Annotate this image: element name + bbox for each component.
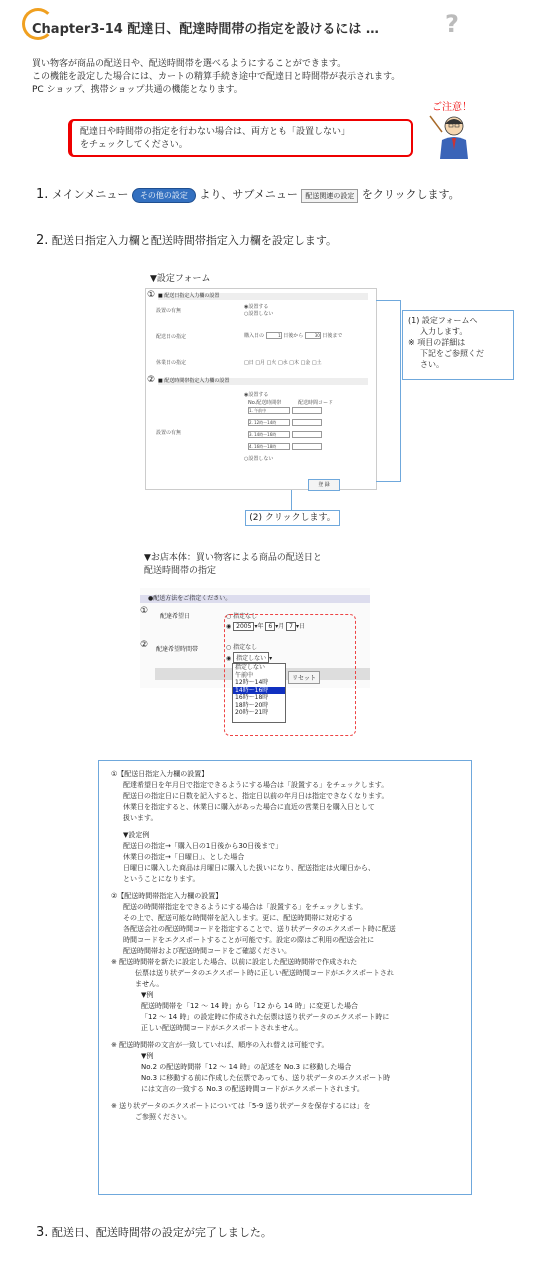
dropdown-option[interactable]: 12時〜14時 xyxy=(235,679,269,686)
row-label: 設置の有無 xyxy=(156,430,182,436)
unit-text: 年 xyxy=(257,623,264,630)
section-heading: ②【配送時間帯指定入力欄の設置】 xyxy=(111,892,223,900)
settings-form-caption: ▼設定フォーム xyxy=(150,274,211,284)
store-caption xyxy=(144,552,322,578)
code-input[interactable] xyxy=(292,407,322,414)
radio-no-date[interactable]: ○ 指定なし xyxy=(226,613,258,620)
slot-row xyxy=(248,431,322,438)
body-line: 配送時間帯を「12 〜 14 時」から「12 から 14 時」に変更した場合 xyxy=(141,1002,358,1010)
body-line: 休業日の指定→「日曜日」、とした場合 xyxy=(123,853,245,861)
intro-line: この機能を設定した場合には、カートの精算手続き途中で配達日と時間帯が表示されます。 xyxy=(32,72,401,82)
caution-line: をチェックしてください。 xyxy=(80,140,188,150)
example-label: ▼設定例 xyxy=(123,831,150,839)
time-label: 配達希望時間帯 xyxy=(156,646,199,653)
form-note xyxy=(402,310,514,380)
body-line: 「12 〜 14 時」の設定時に作成された伝票は送り状データのエクスポート時に xyxy=(141,1013,390,1021)
time-select-row: ◉ 指定しない ▾ xyxy=(226,652,272,663)
caution-line: 配達日や時間帯の指定を行わない場合は、両方とも「設置しない」 xyxy=(80,127,351,137)
note-line: ご参照ください。 xyxy=(135,1113,191,1121)
step-number: 3. xyxy=(36,1225,49,1240)
store-caption-line: 配送時間帯の指定 xyxy=(144,566,217,576)
example-label: ▼例 xyxy=(141,1052,154,1060)
reset-button[interactable]: リセット xyxy=(288,671,320,684)
date-text: 日後から xyxy=(283,333,304,339)
unit-text: 日 xyxy=(299,623,306,630)
radio-set-date[interactable]: ◉設置する xyxy=(244,304,269,310)
step-text: より、サブメニュー xyxy=(199,188,298,201)
body-line: 配送日の指定日に日数を記入すると、指定日以前の年月日は指定できなくなります。 xyxy=(123,792,389,800)
intro-line: 買い物客が商品の配送日や、配送時間帯を選べるようにすることができます。 xyxy=(32,59,347,69)
callout-line xyxy=(291,490,292,510)
body-line: 休業日を指定すると、休業日に購入があった場合に直近の営業日を購入日として xyxy=(123,803,375,811)
date-start-input[interactable]: 1 xyxy=(266,332,282,339)
date-label: 配達希望日 xyxy=(160,613,191,620)
code-input[interactable] xyxy=(292,431,322,438)
radio-no-time[interactable]: ○ 指定なし xyxy=(226,644,258,651)
marker-1: ① xyxy=(140,606,149,616)
register-button[interactable]: 登 録 xyxy=(308,479,340,491)
radio-unset-time[interactable]: ○設置しない xyxy=(244,456,274,462)
step-number: 2. xyxy=(36,233,49,248)
click-callout: (2) クリックします。 xyxy=(245,510,340,526)
intro-text xyxy=(32,58,512,97)
page-title xyxy=(32,18,379,37)
dropdown-option[interactable]: 指定しない xyxy=(235,664,266,671)
code-input[interactable] xyxy=(292,443,322,450)
row-label: 設置の有無 xyxy=(156,308,182,314)
explanation-box xyxy=(98,760,472,1195)
step-text: をクリックします。 xyxy=(361,188,460,201)
date-end-input[interactable]: 30 xyxy=(305,332,321,339)
date-text: 購入日の xyxy=(244,333,265,339)
note-line: ※ 項目の詳細は xyxy=(408,338,466,347)
shipping-settings-submenu[interactable]: 配送関連の設定 xyxy=(301,189,358,203)
month-select[interactable]: 6 xyxy=(265,622,275,631)
body-line: ということになります。 xyxy=(123,875,200,883)
dropdown-option[interactable]: 16時〜18時 xyxy=(235,694,269,701)
note-line: ません。 xyxy=(135,980,164,988)
marker-2: ② xyxy=(147,375,156,385)
step-text: 配送日、配送時間帯の設定が完了しました。 xyxy=(51,1226,272,1239)
marker-2: ② xyxy=(140,640,149,650)
settings-form xyxy=(145,288,377,490)
body-line: その上で、配送可能な時間帯を記入します。更に、配送時間帯に対応する xyxy=(123,914,354,922)
year-select[interactable]: 2005 xyxy=(233,622,254,631)
slot-input[interactable]: 4. 16時〜18時 xyxy=(248,443,290,450)
slot-row xyxy=(248,407,322,414)
intro-line: PC ショップ、携帯ショップ共通の機能となります。 xyxy=(32,85,243,95)
other-settings-button[interactable]: その他の設定 xyxy=(132,188,196,203)
body-line: 日曜日に購入した商品は月曜日に購入した扱いになり、配送指定は火曜日から、 xyxy=(123,864,375,872)
body-line: 配送日の指定→「購入日の1日後から30日後まで」 xyxy=(123,842,283,850)
slot-input[interactable]: 2. 12時〜14時 xyxy=(248,419,290,426)
step-number: 1. xyxy=(36,187,49,202)
slot-row xyxy=(248,443,322,450)
date-selects: ◉ 2005 ▾年 6 ▾月 7 ▾日 xyxy=(226,623,306,630)
chapter-header xyxy=(22,8,522,44)
radio-set-time[interactable]: ◉設置する xyxy=(244,392,269,398)
row-label: 配送日の指定 xyxy=(156,334,187,340)
note-line: ※ 配送時間帯の文言が一致していれば、順序の入れ替えは可能です。 xyxy=(111,1041,329,1049)
body-line: 各配送会社の配送時間コードを指定することで、送り状データのエクスポート時に配送 xyxy=(123,925,396,933)
body-line: 扱います。 xyxy=(123,814,158,822)
body-line: 配送の時間帯指定をできるようにする場合は「設置する」をチェックします。 xyxy=(123,903,368,911)
section-date-header: ■ 配送日指定入力欄の設置 xyxy=(158,293,368,300)
column-header: 配送時間コード xyxy=(298,400,334,406)
date-range-fields xyxy=(244,332,342,339)
chapter-title: 配達日、配達時間帯の指定を設けるには … xyxy=(127,22,379,37)
store-form-header: ●配送方法をご指定ください。 xyxy=(140,595,370,603)
store-caption-line: ▼お店本体：買い物客による商品の配送日と xyxy=(144,553,322,563)
dropdown-option[interactable]: 午前中 xyxy=(235,671,254,679)
dropdown-option[interactable]: 18時〜20時 xyxy=(235,701,269,709)
chapter-number: Chapter3-14 xyxy=(32,22,123,37)
section-time-header: ■ 配送時間帯指定入力欄の設置 xyxy=(158,378,368,385)
column-header: No.配送時間帯 xyxy=(248,400,282,406)
row-label: 休業日の指定 xyxy=(156,360,187,366)
form-bracket xyxy=(376,300,401,482)
note-line: 入力します。 xyxy=(420,327,468,336)
step-1 xyxy=(36,186,460,203)
holiday-checkboxes[interactable]: □日 □月 □火 □水 □木 □金 □土 xyxy=(244,360,322,366)
question-mark-icon: ? xyxy=(445,10,459,38)
radio-unset-date[interactable]: ○設置しない xyxy=(244,311,274,317)
section-heading: ①【配送日指定入力欄の設置】 xyxy=(111,770,209,778)
body-line: 配送時間帯および配送時間コードをご確認ください。 xyxy=(123,947,291,955)
body-line: 時間コードをエクスポートすることが可能です。設定の際はご利用の配送会社に xyxy=(123,936,375,944)
time-select[interactable]: 指定しない xyxy=(233,652,269,663)
dropdown-option[interactable]: 20時〜21時 xyxy=(235,709,269,716)
body-line: 配達希望日を年月日で指定できるようにする場合は「設置する」をチェックします。 xyxy=(123,781,389,789)
caution-box xyxy=(68,119,413,157)
dropdown-option-selected[interactable]: 14時〜16時 xyxy=(233,687,285,695)
date-text: 日後まで xyxy=(322,333,343,339)
unit-text: 月 xyxy=(278,623,285,630)
step-2 xyxy=(36,232,337,248)
caution-label: ご注意！ xyxy=(432,102,472,113)
day-select[interactable]: 7 xyxy=(286,622,296,631)
body-line: No.3 に移動する前に作成した伝票であっても、送り状データのエクスポート時 xyxy=(141,1074,391,1082)
step-text: メインメニュー xyxy=(51,188,129,201)
step-text: 配送日指定入力欄と配送時間帯指定入力欄を設定します。 xyxy=(51,234,338,247)
body-line: 正しい配送時間コードがエクスポートされません。 xyxy=(141,1024,303,1032)
presenter-illustration xyxy=(428,112,472,160)
note-line: ※ 送り状データのエクスポートについては「5-9 送り状データを保存するには」を xyxy=(111,1102,371,1110)
body-line: No.2 の配送時間帯「12 〜 14 時」の記述を No.3 に移動した場合 xyxy=(141,1063,352,1071)
body-line: には文言の一致する No.3 の配送時間コードがエクスポートされます。 xyxy=(141,1085,364,1093)
slot-row xyxy=(248,419,322,426)
step-3 xyxy=(36,1224,272,1240)
note-line: ※ 配送時間帯を新たに設定した場合、以前に設定した配送時間帯で作成された xyxy=(111,958,358,966)
note-line: 下記をご参照くだ xyxy=(420,349,484,358)
marker-1: ① xyxy=(147,290,156,300)
time-dropdown-list[interactable] xyxy=(232,663,286,723)
note-line: 伝票は送り状データのエクスポート時に正しい配送時間コードがエクスポートされ xyxy=(135,969,394,977)
note-line: (1) 設定フォームへ xyxy=(408,316,478,325)
code-input[interactable] xyxy=(292,419,322,426)
note-line: さい。 xyxy=(420,360,444,369)
slot-input[interactable]: 3. 14時〜16時 xyxy=(248,431,290,438)
example-label: ▼例 xyxy=(141,991,154,999)
slot-input[interactable]: 1. 午前中 xyxy=(248,407,290,414)
